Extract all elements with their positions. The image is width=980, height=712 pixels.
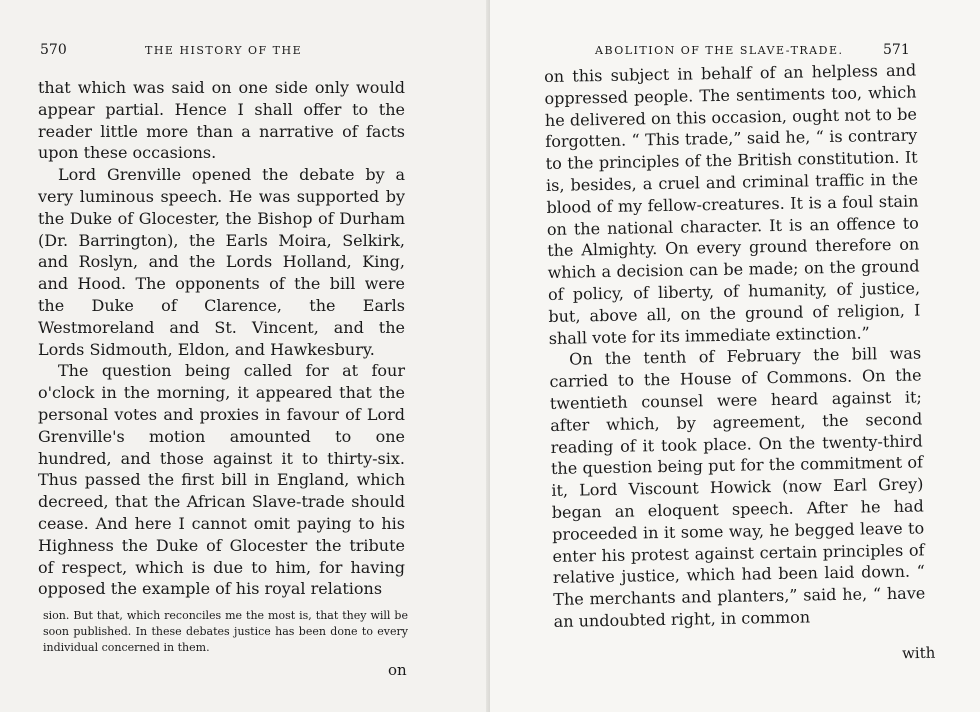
paragraph: The question being called for at four o'clock in the morning, it appeared that the personal votes and proxies in favour of Lord Grenville's motion amounted to one hundred, and those against it to thirty-six. Thus passed the first bill in England, which decreed, that the African Slave-trade should cease. And here I cannot omit paying to his Highness the Duke of Glocester the tribute of respect, which is due to him, for having opposed the example of his royal relations bbox=[38, 361, 405, 599]
paragraph: on this subject in behalf of an helpless and oppressed people. The sentiments too, which he delivered on this occasion, ought not to be forgotten. “ This trade,” said he, “ is contrary to the principles of the British constitution. It is, besides, a cruel and criminal traffic in the blood of my fellow-creatures. It is a foul stain on the national character. It is an offence to the Almighty. On every ground therefore on which a decision can be made; on the ground of policy, of liberty, of humanity, of justice, but, above all, on the ground of religion, I shall vote for its immediate extinction.” bbox=[544, 60, 921, 348]
paragraph: On the tenth of February the bill was carried to the House of Commons. On the twentieth counsel were heard against it; after which, by agreement, the second reading of it took place. On the twenty-third the question being put for the commitment of it, Lord Viscount Howick (now Earl Grey) began an eloquent speech. After he had proceeded in it some way, he begged leave to enter his protest against certain principles of relative justice, which had been laid down. “ The merchants and planters,” said he, “ have an undoubted right, in common bbox=[549, 343, 926, 631]
body-text bbox=[38, 77, 405, 600]
catchword: on bbox=[388, 661, 407, 679]
catchword: with bbox=[901, 643, 936, 663]
page-number: 571 bbox=[883, 42, 910, 58]
paragraph: Lord Grenville opened the debate by a very luminous speech. He was supported by the Duke of Glocester, the Bishop of Durham (Dr. Barrington), the Earls Moira, Selkirk, and Roslyn, and the Lords Holland, King, and Hood. The opponents of the bill were the Duke of Clarence, the Earls Westmoreland and St. Vincent, and the Lords Sidmouth, Eldon, and Hawkesbury. bbox=[38, 165, 405, 359]
paragraph: that which was said on one side only would appear partial. Hence I shall offer to the reader little more than a narrative of facts upon these occasions. bbox=[38, 78, 405, 163]
right-page bbox=[490, 0, 980, 712]
body-text bbox=[544, 60, 926, 633]
footnote: sion. But that, which reconciles me the most is, that they will be soon published. In these debates justice has been done to every individual concerned in them. bbox=[43, 609, 408, 654]
page-number: 570 bbox=[40, 42, 67, 58]
running-head: THE HISTORY OF THE bbox=[145, 44, 303, 57]
running-head: ABOLITION OF THE SLAVE-TRADE. bbox=[595, 44, 844, 57]
